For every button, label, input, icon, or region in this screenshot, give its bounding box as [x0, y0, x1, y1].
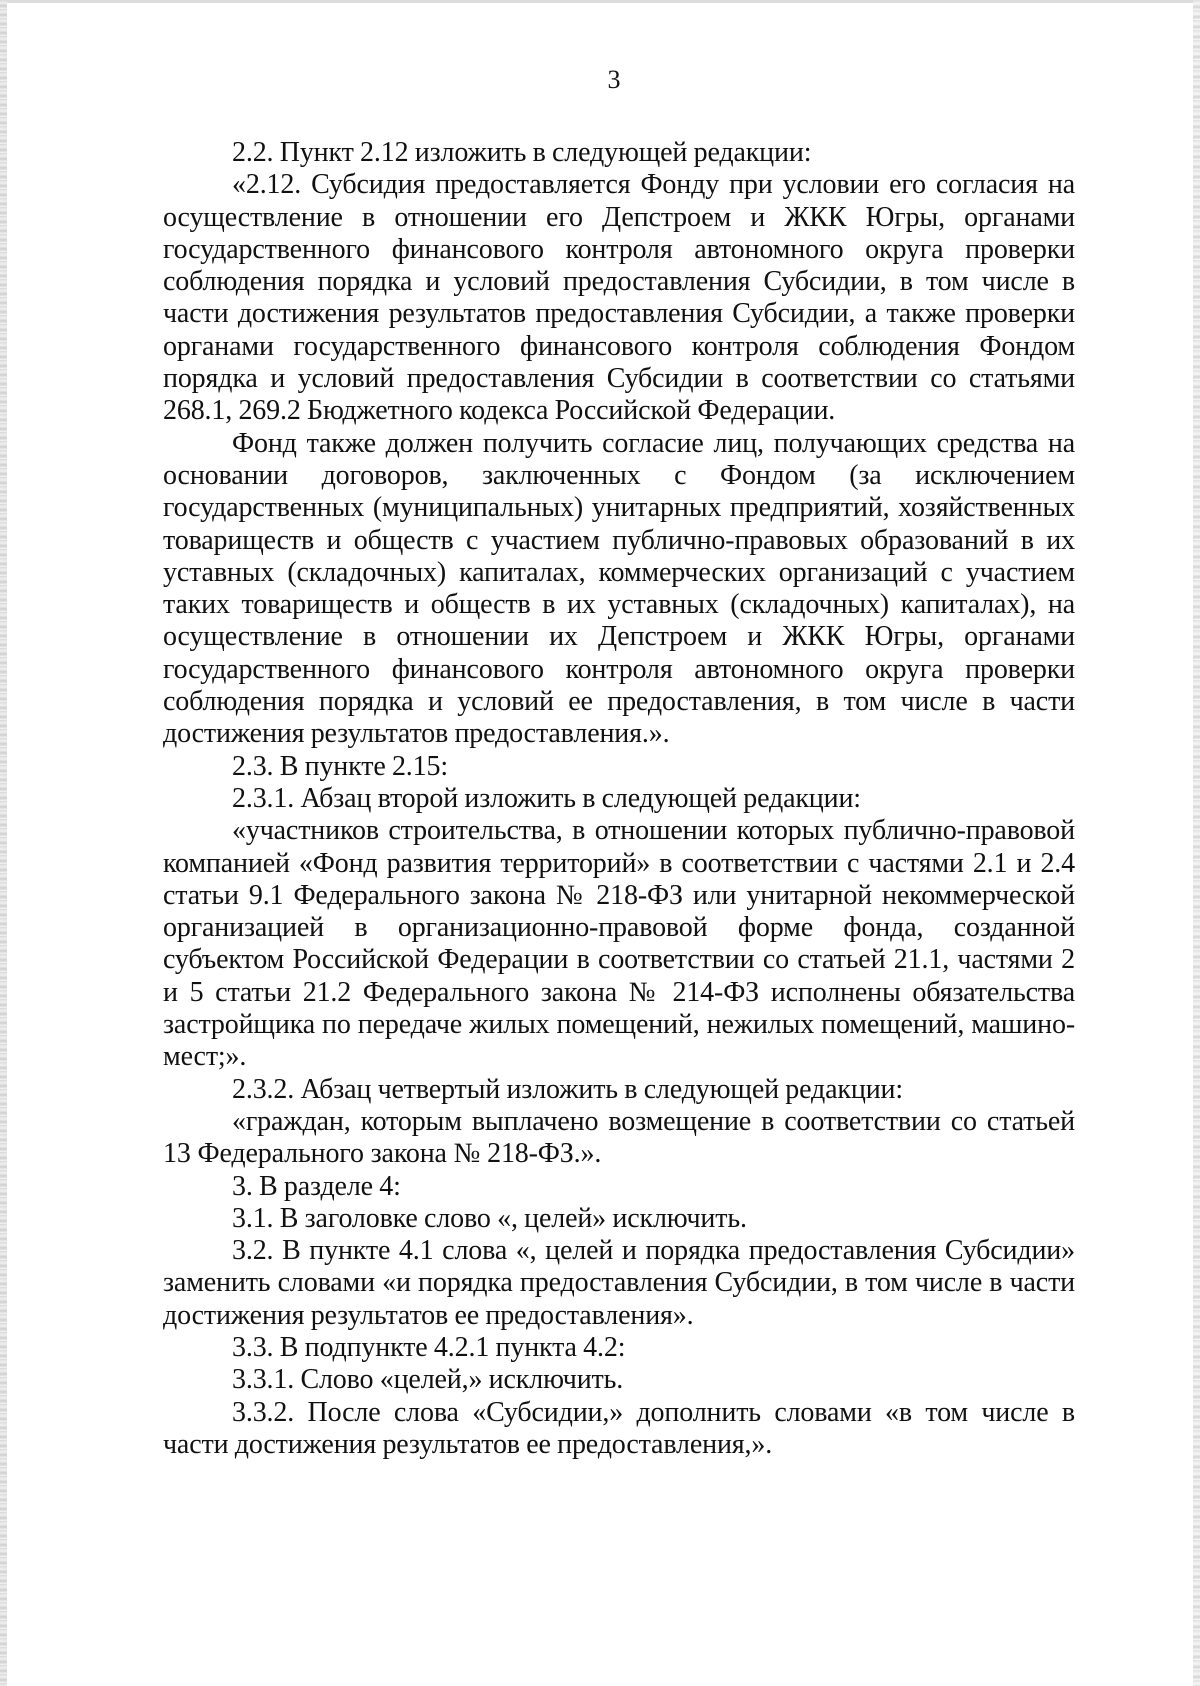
paragraph-3-3-1: 3.3.1. Слово «целей,» исключить. — [232, 1364, 624, 1396]
scan-edge-top — [0, 0, 1200, 3]
paragraph-fund-consent: Фонд также должен получить согласие лиц, получающих средства на основании договоров, заключенных с Фондом (за исключением государственных (муниципальных) унитарных предприятий, хозяйственных товариществ и обществ с участием публично-правовых образований в их уставных (складочных) капиталах, коммерческих организаций с участием таких товариществ и обществ в их уставных (складочных) капиталах), на осуществление в отношении их Депстроем и ЖКК Югры, органами государственного финансового контроля автономного округа проверки соблюдения порядка и условий ее предоставления, в том числе в части достижения результатов предоставления.». — [163, 427, 1075, 750]
paragraph-3-2: 3.2. В пункте 4.1 слова «, целей и порядка предоставления Субсидии» заменить словами «и порядка предоставления Субсидии, в том числе в части достижения результатов ее предоставления». — [163, 1235, 1075, 1331]
paragraph-3-1: 3.1. В заголовке слово «, целей» исключить. — [232, 1202, 747, 1234]
document-body — [163, 137, 1075, 1461]
paragraph-2-3: 2.3. В пункте 2.15: — [232, 750, 448, 782]
paragraph-2-3-1: 2.3.1. Абзац второй изложить в следующей редакции: — [232, 782, 861, 814]
scan-edge-left — [0, 0, 7, 1686]
paragraph-3-3: 3.3. В подпункте 4.2.1 пункта 4.2: — [232, 1331, 626, 1363]
paragraph-2-3-2: 2.3.2. Абзац четвертый изложить в следующей редакции: — [232, 1073, 904, 1105]
page-number: 3 — [607, 65, 621, 94]
paragraph-3: 3. В разделе 4: — [232, 1170, 401, 1202]
paragraph-2-2: 2.2. Пункт 2.12 изложить в следующей редакции: — [232, 137, 812, 168]
paragraph-3-3-2: 3.3.2. После слова «Субсидии,» дополнить словами «в том числе в части достижения результатов ее предоставления,». — [163, 1396, 1075, 1460]
paragraph-2-12-text: «2.12. Субсидия предоставляется Фонду при условии его согласия на осуществление в отношении его Депстроем и ЖКК Югры, органами государственного финансового контроля автономного округа проверки соблюдения порядка и условий предоставления Субсидии, в том числе в части достижения результатов предоставления Субсидии, а также проверки органами государственного финансового контроля соблюдения Фондом порядка и условий предоставления Субсидии в соответствии со статьями 268.1, 269.2 Бюджетного кодекса Российской Федерации. — [163, 169, 1075, 427]
paragraph-2-3-2-text: «граждан, которым выплачено возмещение в соответствии со статьей 13 Федерального закона № 218-ФЗ.». — [163, 1105, 1075, 1170]
paragraph-2-3-1-text: «участников строительства, в отношении которых публично-правовой компанией «Фонд развития территорий» в соответствии с частями 2.1 и 2.4 статьи 9.1 Федерального закона № 218-ФЗ или унитарной некоммерческой организацией в организационно-правовой форме фонда, созданной субъектом Российской Федерации в соответствии со статьей 21.1, частями 2 и 5 статьи 21.2 Федерального закона № 214-ФЗ исполнены обязательства застройщика по передаче жилых помещений, нежилых помещений, машино-мест;». — [163, 815, 1075, 1073]
scan-edge-right — [1193, 0, 1200, 1686]
